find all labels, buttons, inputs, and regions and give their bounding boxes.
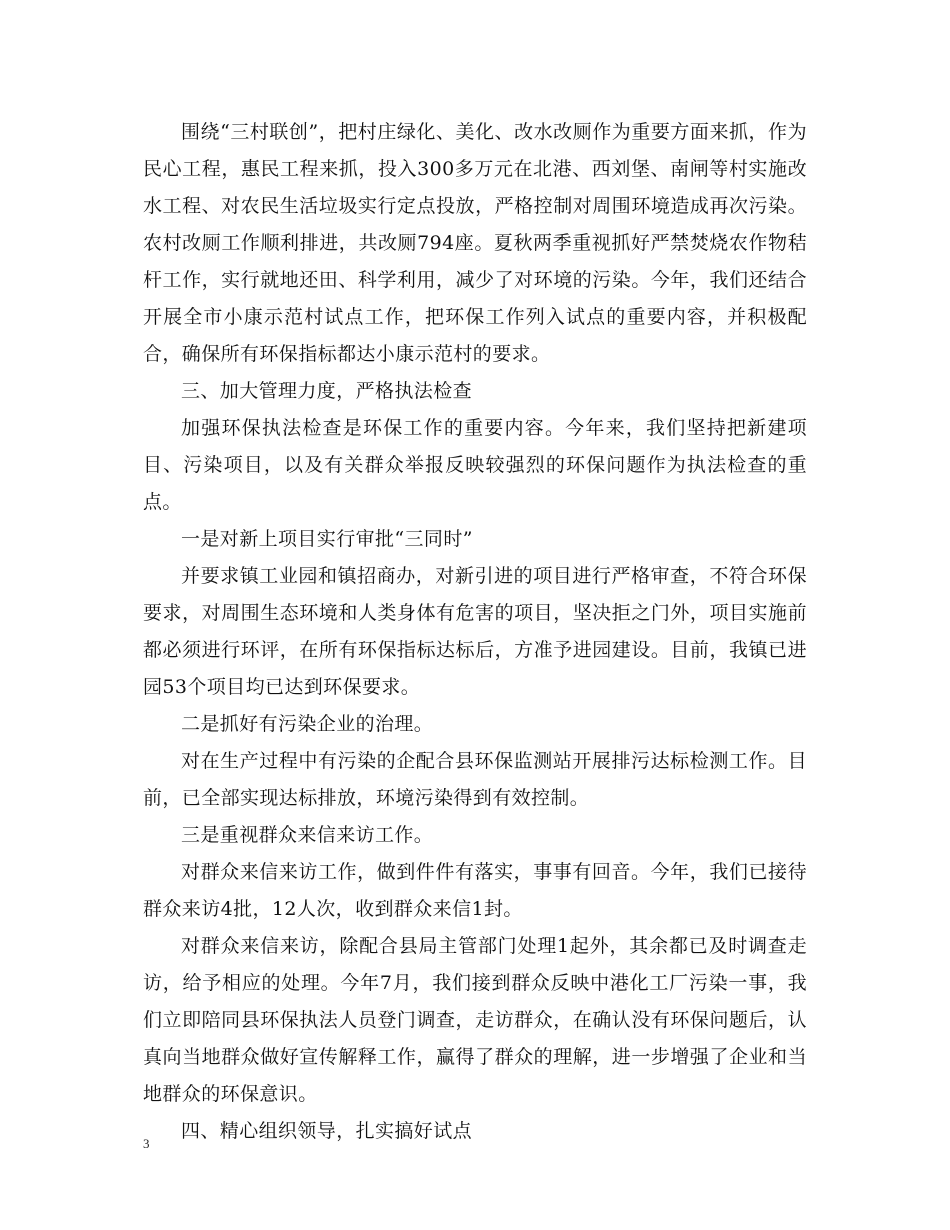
body-paragraph: 并要求镇工业园和镇招商办，对新引进的项目进行严格审查，不符合环保要求，对周围生态环境和人类身体有危害的项目，坚决拒之门外，项目实施前都必须进行环评，在所有环保指标达标后，方准予进园建设。目前，我镇已进园53个项目均已达到环保要求。 — [143, 565, 807, 698]
section-heading: 三、加大管理力度，严格执法检查 — [181, 380, 473, 402]
subheading: 二是抓好有污染企业的治理。 — [181, 713, 434, 735]
subheading: 三是重视群众来信来访工作。 — [181, 824, 434, 846]
subheading: 一是对新上项目实行审批“三同时” — [181, 528, 473, 550]
body-paragraph: 加强环保执法检查是环保工作的重要内容。今年来，我们坚持把新建项目、污染项目，以及有关群众举报反映较强烈的环保问题作为执法检查的重点。 — [143, 417, 807, 513]
page-number: 3 — [143, 1136, 150, 1151]
body-paragraph: 对群众来信来访，除配合县局主管部门处理1起外，其余都已及时调查走访，给予相应的处理。今年7月，我们接到群众反映中港化工厂污染一事，我们立即陪同县环保执法人员登门调查，走访群众，在确认没有环保问题后，认真向当地群众做好宣传解释工作，赢得了群众的理解，进一步增强了企业和当地群众的环保意识。 — [143, 935, 807, 1105]
document-body — [143, 114, 807, 1150]
body-paragraph: 对群众来信来访工作，做到件件有落实，事事有回音。今年，我们已接待群众来访4批，12人次，收到群众来信1封。 — [143, 861, 807, 920]
body-paragraph: 围绕“三村联创”，把村庄绿化、美化、改水改厕作为重要方面来抓，作为民心工程，惠民工程来抓，投入300多万元在北港、西刘堡、南闸等村实施改水工程、对农民生活垃圾实行定点投放，严格控制对周围环境造成再次污染。农村改厕工作顺利排进，共改厕794座。夏秋两季重视抓好严禁焚烧农作物秸杆工作，实行就地还田、科学利用，减少了对环境的污染。今年，我们还结合开展全市小康示范村试点工作，把环保工作列入试点的重要内容，并积极配合，确保所有环保指标都达小康示范村的要求。 — [143, 121, 807, 365]
section-heading: 四、精心组织领导，扎实搞好试点 — [181, 1120, 473, 1142]
body-paragraph: 对在生产过程中有污染的企配合县环保监测站开展排污达标检测工作。目前，已全部实现达标排放，环境污染得到有效控制。 — [143, 750, 807, 809]
